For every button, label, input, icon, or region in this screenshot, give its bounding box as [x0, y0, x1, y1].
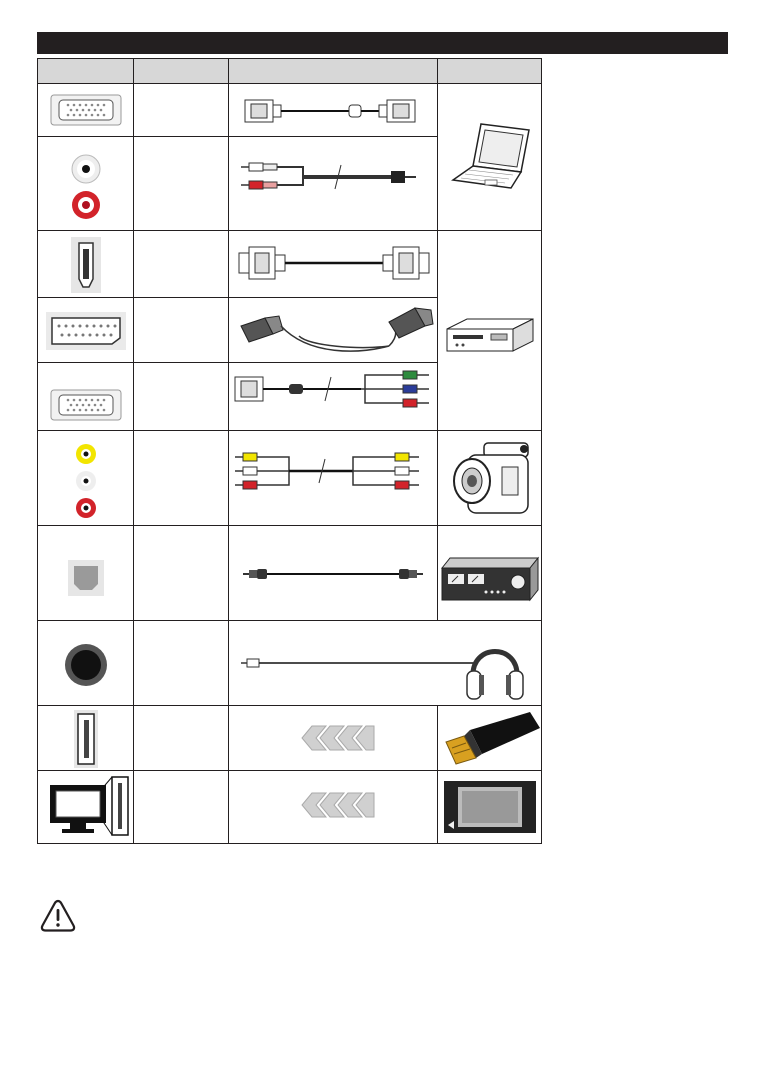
component-cable-icon	[233, 371, 433, 411]
headphones-icon	[465, 633, 525, 703]
type-cell	[133, 83, 229, 137]
optical-cable-icon	[243, 566, 423, 582]
table-row	[37, 297, 134, 363]
type-cell	[133, 770, 229, 844]
headphone-jack-icon	[64, 643, 108, 687]
column-header-device	[437, 58, 542, 84]
dvd-player-icon	[447, 317, 533, 353]
vga-cable-icon	[239, 96, 429, 126]
usb-port-icon	[74, 710, 98, 768]
table-row	[37, 83, 134, 137]
table-row	[37, 230, 134, 298]
cable-cell	[228, 705, 438, 771]
amplifier-icon	[442, 556, 538, 600]
cable-cell	[228, 136, 438, 231]
device-cell	[437, 230, 542, 431]
cable-cell	[228, 83, 438, 137]
table-row	[37, 362, 134, 431]
table-row	[37, 430, 134, 526]
laptop-icon	[451, 122, 531, 192]
type-cell	[133, 230, 229, 298]
scart-cable-icon	[239, 306, 434, 356]
audio-cable-icon	[241, 157, 416, 197]
cable-cell	[228, 770, 438, 844]
headphone-cable-icon	[241, 655, 481, 671]
table-row	[37, 620, 134, 706]
cable-cell	[228, 362, 438, 431]
cable-cell	[228, 430, 438, 526]
cable-cell	[228, 230, 438, 298]
device-cell	[437, 770, 542, 844]
arrows-icon	[294, 726, 374, 750]
type-cell	[133, 136, 229, 231]
device-cell	[437, 430, 542, 526]
type-cell	[133, 362, 229, 431]
scart-port-icon	[46, 312, 126, 350]
type-cell	[133, 297, 229, 363]
camcorder-icon	[446, 437, 536, 517]
column-header-port	[37, 58, 134, 84]
vga-port-icon	[51, 95, 121, 125]
tv-rear-ci-slot-icon	[42, 775, 132, 837]
column-header-type	[133, 58, 229, 84]
table-row	[37, 770, 134, 844]
section-title-bar	[37, 32, 728, 54]
optical-port-icon	[68, 560, 104, 596]
composite-av-port-icon	[73, 441, 99, 521]
table-row	[37, 705, 134, 771]
column-header-cables	[228, 58, 438, 84]
vga-port-icon	[51, 390, 121, 420]
warning-triangle-icon	[40, 898, 76, 934]
cable-cell	[228, 297, 438, 363]
type-cell	[133, 620, 229, 706]
usb-stick-icon	[440, 710, 540, 766]
device-cell	[437, 83, 542, 231]
av-cable-icon	[235, 453, 435, 493]
table-row	[37, 136, 134, 231]
type-cell	[133, 705, 229, 771]
type-cell	[133, 525, 229, 621]
cable-cell	[228, 525, 438, 621]
device-cell	[437, 705, 542, 771]
hdmi-cable-icon	[239, 245, 429, 281]
cable-cell	[228, 620, 542, 706]
device-cell	[437, 525, 542, 621]
arrows-icon	[294, 793, 374, 817]
audio-lr-port-icon	[69, 147, 103, 225]
hdmi-port-icon	[71, 237, 101, 293]
ci-module-icon	[444, 781, 536, 833]
connection-table	[37, 58, 542, 844]
type-cell	[133, 430, 229, 526]
table-row	[37, 525, 134, 621]
